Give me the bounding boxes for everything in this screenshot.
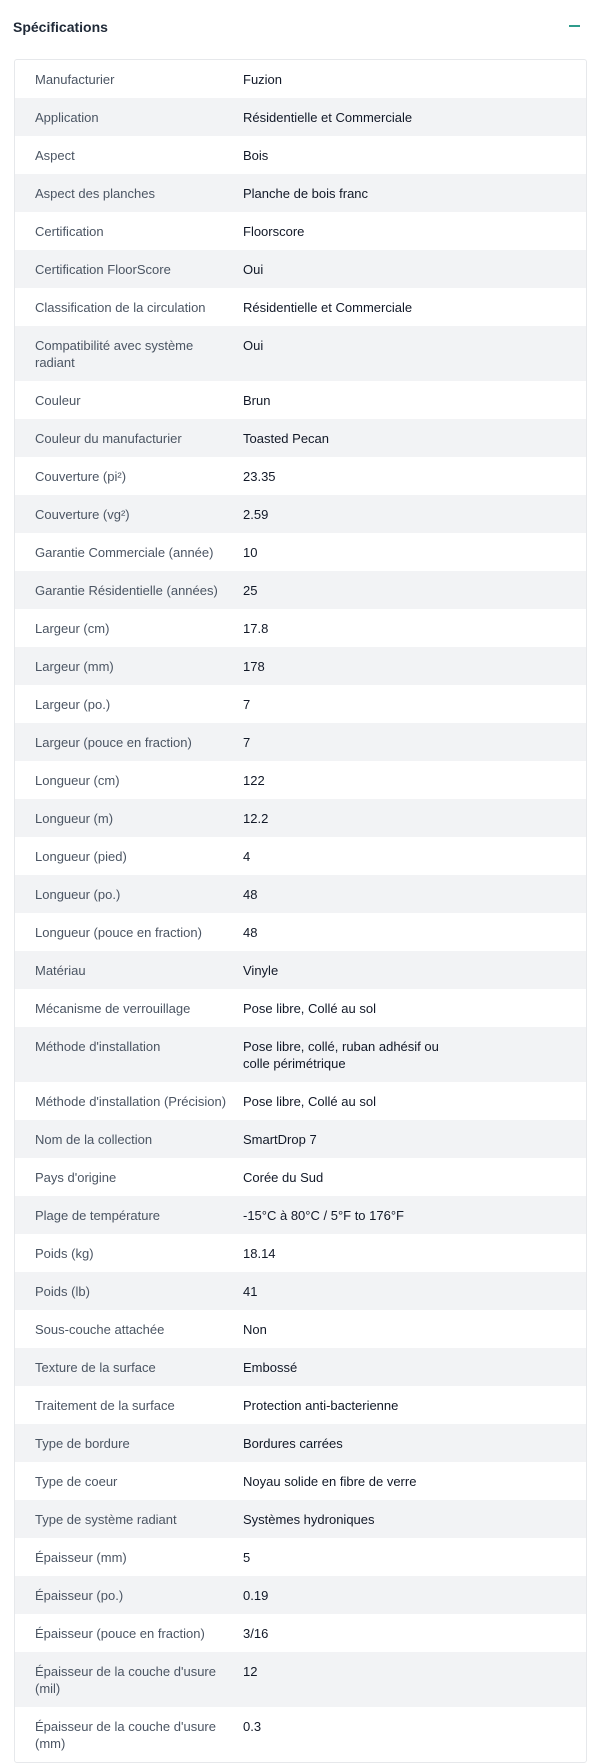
spec-row — [15, 381, 586, 419]
spec-value: Pose libre, collé, ruban adhésif ou colle périmétrique — [243, 1039, 439, 1071]
spec-label: Poids (lb) — [35, 1284, 90, 1299]
spec-value: 18.14 — [243, 1246, 276, 1261]
spec-label: Épaisseur (po.) — [35, 1588, 124, 1603]
spec-row — [15, 495, 586, 533]
spec-value: 23.35 — [243, 469, 276, 484]
spec-value: Protection anti-bacterienne — [243, 1398, 399, 1413]
spec-value: Brun — [243, 393, 271, 408]
spec-value: 12.2 — [243, 811, 269, 826]
spec-row — [15, 136, 586, 174]
spec-value: Oui — [243, 262, 264, 277]
spec-row — [15, 913, 586, 951]
spec-label: Méthode d'installation (Précision) — [35, 1094, 227, 1109]
spec-row — [15, 1424, 586, 1462]
spec-label: Largeur (cm) — [35, 621, 110, 636]
spec-value: Planche de bois franc — [243, 186, 369, 201]
spec-value: Floorscore — [243, 224, 305, 239]
spec-label: Épaisseur (mm) — [35, 1550, 127, 1565]
spec-value: 7 — [243, 735, 251, 750]
spec-row — [15, 1576, 586, 1614]
spec-label: Largeur (po.) — [35, 697, 111, 712]
spec-row — [15, 1310, 586, 1348]
spec-value: Fuzion — [243, 72, 283, 87]
spec-value: 178 — [243, 659, 265, 674]
spec-value: 5 — [243, 1550, 251, 1565]
spec-value: -15°C à 80°C / 5°F to 176°F — [243, 1208, 404, 1223]
spec-value: 3/16 — [243, 1626, 269, 1641]
section-title: Spécifications — [13, 19, 108, 35]
spec-row — [15, 457, 586, 495]
spec-value: 48 — [243, 925, 258, 940]
spec-label: Méthode d'installation — [35, 1039, 161, 1054]
spec-row — [15, 723, 586, 761]
spec-value: 10 — [243, 545, 258, 560]
spec-row — [15, 1120, 586, 1158]
spec-value: Noyau solide en fibre de verre — [243, 1474, 417, 1489]
spec-value: 0.19 — [243, 1588, 269, 1603]
spec-row — [15, 1538, 586, 1576]
spec-row — [15, 1027, 586, 1082]
spec-label: Matériau — [35, 963, 86, 978]
spec-label: Aspect — [35, 148, 75, 163]
spec-row — [15, 609, 586, 647]
spec-row — [15, 761, 586, 799]
spec-row — [15, 1652, 586, 1707]
spec-value: 12 — [243, 1664, 258, 1679]
spec-label: Classification de la circulation — [35, 300, 206, 315]
spec-row — [15, 1707, 586, 1762]
spec-row — [15, 60, 586, 98]
spec-label: Longueur (pied) — [35, 849, 127, 864]
spec-value: Oui — [243, 338, 264, 353]
spec-value: Pose libre, Collé au sol — [243, 1001, 376, 1016]
spec-row — [15, 419, 586, 457]
spec-row — [15, 212, 586, 250]
spec-row — [15, 685, 586, 723]
spec-row — [15, 1158, 586, 1196]
spec-label: Poids (kg) — [35, 1246, 94, 1261]
spec-row — [15, 799, 586, 837]
spec-row — [15, 326, 586, 381]
spec-value: Pose libre, Collé au sol — [243, 1094, 376, 1109]
specifications-header[interactable] — [0, 0, 600, 57]
spec-row — [15, 1234, 586, 1272]
spec-label: Épaisseur (pouce en fraction) — [35, 1626, 205, 1641]
spec-value: Résidentielle et Commerciale — [243, 110, 413, 125]
spec-value: Bois — [243, 148, 269, 163]
spec-row — [15, 951, 586, 989]
spec-label: Largeur (pouce en fraction) — [35, 735, 192, 750]
spec-row — [15, 1614, 586, 1652]
spec-label: Application — [35, 110, 99, 125]
spec-label: Texture de la surface — [35, 1360, 156, 1375]
collapse-icon[interactable] — [562, 14, 586, 38]
spec-label: Couleur du manufacturier — [35, 431, 182, 446]
specifications-table — [14, 59, 587, 1763]
spec-value: Non — [243, 1322, 267, 1337]
spec-row — [15, 571, 586, 609]
spec-label: Longueur (cm) — [35, 773, 120, 788]
spec-row — [15, 1500, 586, 1538]
spec-label: Certification — [35, 224, 104, 239]
spec-row — [15, 1196, 586, 1234]
spec-value: Systèmes hydroniques — [243, 1512, 375, 1527]
spec-label: Mécanisme de verrouillage — [35, 1001, 191, 1016]
spec-label: Couverture (vg²) — [35, 507, 130, 522]
spec-row — [15, 989, 586, 1027]
spec-label: Type de bordure — [35, 1436, 130, 1451]
spec-row — [15, 647, 586, 685]
spec-label: Longueur (m) — [35, 811, 114, 826]
spec-row — [15, 1462, 586, 1500]
spec-label: Épaisseur de la couche d'usure (mil) — [35, 1664, 216, 1696]
spec-label: Longueur (po.) — [35, 887, 121, 902]
spec-label: Sous-couche attachée — [35, 1322, 165, 1337]
spec-row — [15, 533, 586, 571]
spec-label: Certification FloorScore — [35, 262, 171, 277]
spec-row — [15, 1348, 586, 1386]
spec-label: Aspect des planches — [35, 186, 155, 201]
spec-label: Épaisseur de la couche d'usure (mm) — [35, 1719, 216, 1751]
spec-value: Embossé — [243, 1360, 298, 1375]
spec-value: 25 — [243, 583, 258, 598]
spec-value: Vinyle — [243, 963, 279, 978]
spec-row — [15, 98, 586, 136]
spec-value: 41 — [243, 1284, 258, 1299]
spec-label: Type de système radiant — [35, 1512, 177, 1527]
spec-value: Résidentielle et Commerciale — [243, 300, 413, 315]
spec-value: 2.59 — [243, 507, 269, 522]
spec-row — [15, 1082, 586, 1120]
spec-label: Pays d'origine — [35, 1170, 117, 1185]
spec-label: Longueur (pouce en fraction) — [35, 925, 202, 940]
spec-label: Plage de température — [35, 1208, 161, 1223]
spec-label: Largeur (mm) — [35, 659, 114, 674]
spec-row — [15, 1386, 586, 1424]
spec-label: Nom de la collection — [35, 1132, 153, 1147]
spec-label: Compatibilité avec système radiant — [35, 338, 194, 370]
spec-label: Traitement de la surface — [35, 1398, 175, 1413]
spec-value: 7 — [243, 697, 251, 712]
spec-label: Garantie Commerciale (année) — [35, 545, 214, 560]
spec-value: SmartDrop 7 — [243, 1132, 317, 1147]
spec-value: 17.8 — [243, 621, 269, 636]
spec-row — [15, 288, 586, 326]
spec-value: Toasted Pecan — [243, 431, 330, 446]
spec-row — [15, 837, 586, 875]
spec-value: 0.3 — [243, 1719, 262, 1734]
spec-label: Couleur — [35, 393, 81, 408]
spec-value: 4 — [243, 849, 251, 864]
spec-value: Corée du Sud — [243, 1170, 324, 1185]
spec-row — [15, 875, 586, 913]
spec-label: Garantie Résidentielle (années) — [35, 583, 218, 598]
spec-value: 122 — [243, 773, 265, 788]
spec-label: Manufacturier — [35, 72, 115, 87]
spec-row — [15, 250, 586, 288]
spec-value: Bordures carrées — [243, 1436, 343, 1451]
spec-label: Couverture (pi²) — [35, 469, 127, 484]
spec-row — [15, 1272, 586, 1310]
spec-row — [15, 174, 586, 212]
spec-value: 48 — [243, 887, 258, 902]
spec-label: Type de coeur — [35, 1474, 118, 1489]
